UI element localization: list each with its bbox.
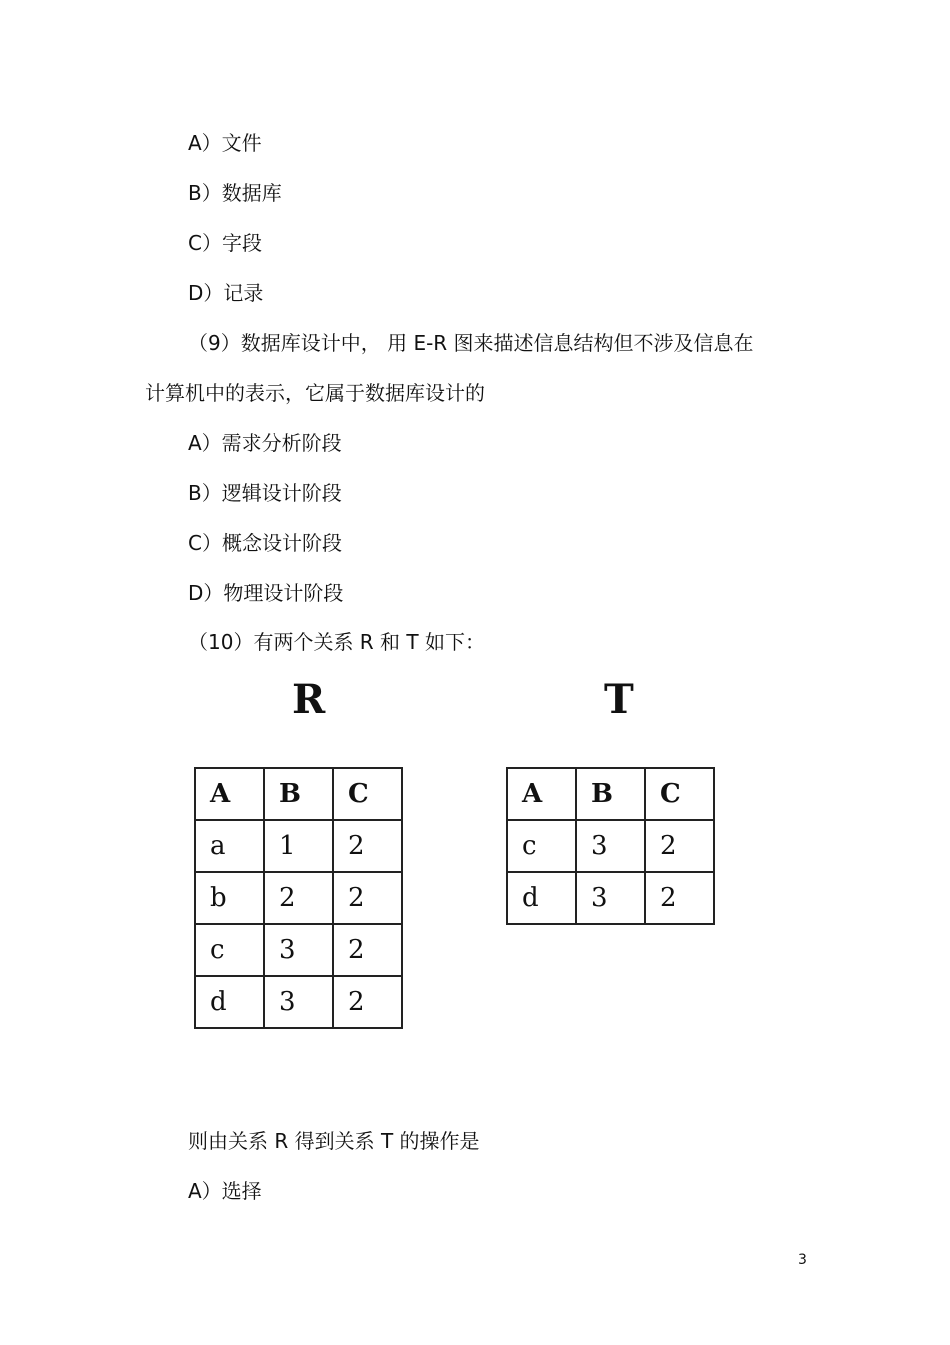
table-cell: d [195, 976, 264, 1028]
table-header-row [195, 768, 402, 820]
column-header: A [195, 768, 264, 820]
table-cell: 2 [333, 872, 402, 924]
relation-r-title: R [292, 676, 326, 723]
table-cell: d [507, 872, 576, 924]
option-c-text: C）字段 [188, 231, 262, 255]
question-10-prompt: 则由关系 R 得到关系 T 的操作是 [188, 1129, 480, 1153]
table-cell: 2 [645, 872, 714, 924]
table-header-row [507, 768, 714, 820]
table-cell: 3 [264, 924, 333, 976]
question-9-option-b: B）逻辑设计阶段 [188, 481, 342, 505]
option-a-text: A）文件 [188, 131, 262, 155]
question-10-option-a: A）选择 [188, 1179, 262, 1203]
table-row [507, 820, 714, 872]
column-header: C [333, 768, 402, 820]
table-cell: b [195, 872, 264, 924]
question-9-option-d: D）物理设计阶段 [188, 581, 344, 605]
table-row [195, 924, 402, 976]
table-row [507, 872, 714, 924]
column-header: A [507, 768, 576, 820]
page-number: 3 [798, 1252, 807, 1268]
table-cell: 3 [576, 820, 645, 872]
question-9-line-2: 计算机中的表示，它属于数据库设计的 [145, 381, 485, 405]
table-cell: 2 [264, 872, 333, 924]
question-9-option-a: A）需求分析阶段 [188, 431, 342, 455]
table-row [195, 872, 402, 924]
table-cell: a [195, 820, 264, 872]
table-cell: 2 [333, 976, 402, 1028]
option-b-text: B）数据库 [188, 181, 282, 205]
table-row [195, 976, 402, 1028]
table-row [195, 820, 402, 872]
table-cell: c [195, 924, 264, 976]
column-header: B [264, 768, 333, 820]
table-cell: 3 [576, 872, 645, 924]
question-10-stem: （10）有两个关系 R 和 T 如下： [188, 630, 485, 654]
question-9-option-c: C）概念设计阶段 [188, 531, 342, 555]
option-d-text: D）记录 [188, 281, 264, 305]
table-cell: 2 [333, 924, 402, 976]
relation-r-table [194, 767, 403, 1029]
table-cell: 2 [333, 820, 402, 872]
question-9-line-1: （9）数据库设计中， 用 E-R 图来描述信息结构但不涉及信息在 [188, 331, 754, 355]
table-cell: 1 [264, 820, 333, 872]
relation-t-title: T [604, 676, 634, 723]
relation-t-table [506, 767, 715, 925]
column-header: B [576, 768, 645, 820]
table-cell: c [507, 820, 576, 872]
table-cell: 2 [645, 820, 714, 872]
table-cell: 3 [264, 976, 333, 1028]
column-header: C [645, 768, 714, 820]
